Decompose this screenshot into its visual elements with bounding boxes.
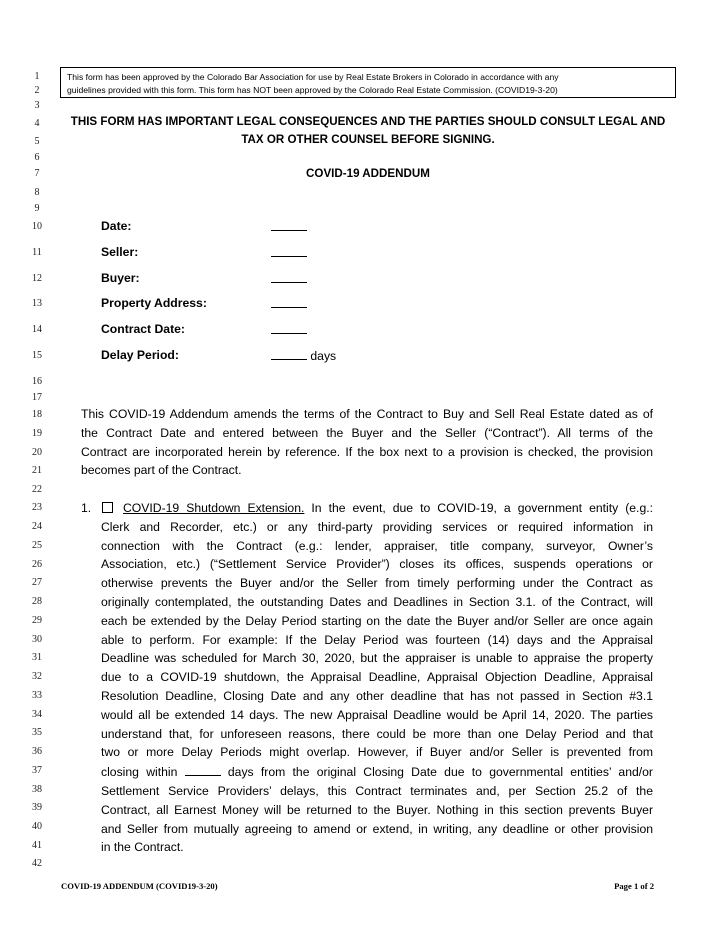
section-line-text: days from the original Closing Date due to governmental entities’ and/or <box>227 765 653 780</box>
section-1-number: 1. <box>81 501 92 515</box>
line-number: 23 <box>32 502 42 513</box>
section-line: would all be extended 14 days. The new Appraisal Deadline would be April 14, 2020. The parties <box>101 707 653 722</box>
line-number: 32 <box>32 671 42 682</box>
intro-line: becomes part of the Contract. <box>81 463 242 478</box>
line-number: 17 <box>32 392 42 403</box>
section-line: otherwise prevents the Buyer and/or the Seller from timely performing under the Contract as <box>101 576 653 591</box>
line-number: 6 <box>34 152 40 163</box>
intro-line: Contract are incorporated herein by reference. If the box next to a provision is checked, the provision <box>81 444 653 459</box>
line-number: 28 <box>32 596 42 607</box>
section-line-text: closing within <box>101 765 178 780</box>
line-number: 38 <box>32 784 42 795</box>
field-property-address-blank[interactable] <box>271 294 307 308</box>
line-number: 30 <box>32 634 42 645</box>
section-line: originally contemplated, the outstanding Dates and Deadlines in Section 3.1. of the Contract, will <box>101 594 653 609</box>
line-number: 18 <box>32 409 42 420</box>
line-number: 12 <box>32 273 42 284</box>
line-number: 42 <box>32 858 42 869</box>
line-number: 35 <box>32 727 42 738</box>
field-delay-period-label: Delay Period: <box>101 348 179 362</box>
line-number: 11 <box>32 247 42 258</box>
line-number: 4 <box>34 118 40 129</box>
section-line: due to a COVID-19 shutdown, the Appraisal Deadline, Appraisal Objection Deadline, Appraisal <box>101 670 653 685</box>
line-number: 29 <box>32 615 42 626</box>
field-buyer-blank[interactable] <box>271 269 307 283</box>
section-line: understand that, for unforeseen reasons, there could be more than one Delay Period and that <box>101 726 653 741</box>
footer-page-number: Page 1 of 2 <box>614 881 654 891</box>
closing-days-blank[interactable] <box>185 762 221 776</box>
line-number: 8 <box>34 187 40 198</box>
line-number: 16 <box>32 376 42 387</box>
footer-form-name: COVID-19 ADDENDUM (COVID19-3-20) <box>61 881 218 891</box>
line-number: 36 <box>32 746 42 757</box>
intro-paragraph <box>81 405 653 480</box>
field-property-address-label: Property Address: <box>101 296 207 310</box>
line-number: 20 <box>32 447 42 458</box>
line-number: 27 <box>32 577 42 588</box>
section-line: Deadline was scheduled for March 30, 2020, but the appraiser is unable to appraise the property <box>101 651 653 666</box>
line-number: 41 <box>32 840 42 851</box>
line-number: 26 <box>32 559 42 570</box>
section-line: Settlement Service Providers’ delays, this Contract terminates and, per Section 25.2 of the <box>101 783 653 798</box>
line-number: 5 <box>34 136 40 147</box>
field-contract-date-blank[interactable] <box>271 320 307 334</box>
line-number: 37 <box>32 765 42 776</box>
line-number: 34 <box>32 709 42 720</box>
section-line <box>101 762 653 782</box>
field-date-blank[interactable] <box>271 217 307 231</box>
line-number: 21 <box>32 465 42 476</box>
section-line <box>101 499 653 518</box>
line-number: 3 <box>34 100 40 111</box>
line-number: 10 <box>32 221 42 232</box>
document-title: COVID-19 ADDENDUM <box>306 167 430 180</box>
line-number: 39 <box>32 802 42 813</box>
legal-warning <box>62 113 674 149</box>
field-seller-label: Seller: <box>101 245 139 259</box>
section-line: Resolution Deadline, Closing Date and any other deadline that has not passed in Section #3.1 <box>101 688 653 703</box>
line-number: 33 <box>32 690 42 701</box>
section-line: Contract, all Earnest Money will be returned to the Buyer. Nothing in this section prevents Buyer <box>101 802 653 817</box>
line-number: 1 <box>34 71 40 82</box>
legal-warning-line-2: TAX OR OTHER COUNSEL BEFORE SIGNING. <box>241 133 495 146</box>
approval-notice-line-1: This form has been approved by the Colorado Bar Association for use by Real Estate Brokers in Colorado in accordance with any <box>67 72 559 82</box>
line-number: 40 <box>32 821 42 832</box>
section-line: Clerk and Recorder, etc.) or any third-party providing services or required information in <box>101 519 653 534</box>
field-delay-period-unit: days <box>310 349 337 363</box>
section-line: each be extended by the Delay Period starting on the date the Buyer and/or Seller are once again <box>101 613 653 628</box>
section-line: Association, etc.) (“Settlement Service Provider”) closes its offices, suspends operations or <box>101 557 653 572</box>
line-number: 2 <box>34 85 40 96</box>
line-number: 24 <box>32 521 42 532</box>
section-line: able to perform. For example: If the Delay Period was fourteen (14) days and the Appraisal <box>101 632 653 647</box>
line-number: 9 <box>34 203 40 214</box>
field-delay-period-blank[interactable] <box>271 346 307 360</box>
section-line: two or more Delay Periods might overlap. However, if Buyer and/or Seller is prevented from <box>101 745 653 760</box>
section-line: in the Contract. <box>101 840 184 855</box>
field-buyer-label: Buyer: <box>101 271 140 285</box>
intro-line: This COVID-19 Addendum amends the terms of the Contract to Buy and Sell Real Estate dated as of <box>81 407 653 421</box>
field-date-label: Date: <box>101 219 132 233</box>
approval-notice-box <box>60 67 676 98</box>
line-number: 13 <box>32 298 42 309</box>
line-number: 14 <box>32 324 42 335</box>
line-number: 22 <box>32 484 42 495</box>
field-seller-blank[interactable] <box>271 243 307 257</box>
section-1-heading: COVID-19 Shutdown Extension. <box>123 501 305 515</box>
section-line: and Seller from mutually agreeing to amend or extend, in writing, any deadline or other provision <box>101 821 653 836</box>
line-numbers <box>0 0 50 932</box>
intro-line: the Contract Date and entered between the Buyer and the Seller (“Contract”). All terms of the <box>81 425 653 440</box>
line-number: 15 <box>32 350 42 361</box>
field-contract-date-label: Contract Date: <box>101 322 185 336</box>
section-1-body <box>101 499 653 857</box>
section-line-text: In the event, due to COVID-19, a government entity (e.g.: <box>304 501 653 515</box>
approval-notice-line-2: guidelines provided with this form. This form has NOT been approved by the Colorado Real Estate Commission. (COVID19-3-20) <box>67 85 558 95</box>
line-number: 25 <box>32 540 42 551</box>
line-number: 7 <box>34 168 40 179</box>
legal-warning-line-1: THIS FORM HAS IMPORTANT LEGAL CONSEQUENCES AND THE PARTIES SHOULD CONSULT LEGAL AND <box>70 115 666 128</box>
line-number: 31 <box>32 652 42 663</box>
line-number: 19 <box>32 428 42 439</box>
section-line: connection with the Contract (e.g.: lender, appraiser, title company, surveyor, Owner’s <box>101 538 653 553</box>
